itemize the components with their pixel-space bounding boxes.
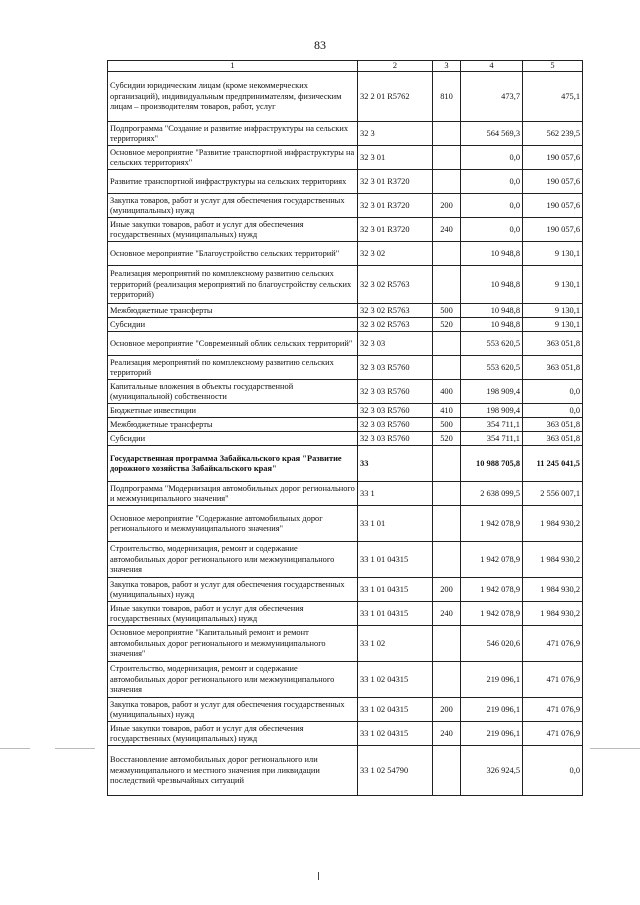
row-amount-1-cell: 219 096,1 [461, 698, 523, 722]
row-amount-1-cell: 354 711,1 [461, 418, 523, 432]
table-row [108, 72, 583, 122]
row-name-cell: Развитие транспортной инфраструктуры на сельских территориях [108, 170, 358, 194]
row-name-cell: Субсидии [108, 318, 358, 332]
table-row [108, 578, 583, 602]
row-amount-1-cell: 0,0 [461, 146, 523, 170]
row-name-cell: Подпрограмма "Модернизация автомобильных дорог регионального и межмуниципального значения" [108, 482, 358, 506]
table-row [108, 380, 583, 404]
table-row [108, 404, 583, 418]
row-amount-1-cell: 10 948,8 [461, 242, 523, 266]
row-name-cell: Капитальные вложения в объекты государственной (муниципальной) собственности [108, 380, 358, 404]
row-name-cell: Межбюджетные трансферты [108, 418, 358, 432]
row-amount-2-cell: 2 556 007,1 [523, 482, 583, 506]
row-name-cell: Основное мероприятие "Благоустройство сельских территорий" [108, 242, 358, 266]
row-vr-cell: 400 [433, 380, 461, 404]
row-amount-2-cell: 0,0 [523, 746, 583, 796]
row-amount-1-cell: 2 638 099,5 [461, 482, 523, 506]
page-number: 83 [314, 38, 326, 52]
table-row [108, 482, 583, 506]
row-vr-cell: 200 [433, 194, 461, 218]
row-amount-2-cell: 0,0 [523, 404, 583, 418]
row-vr-cell: 810 [433, 72, 461, 122]
table-row [108, 418, 583, 432]
table-row [108, 304, 583, 318]
row-vr-cell: 520 [433, 318, 461, 332]
row-vr-cell: 240 [433, 722, 461, 746]
row-code-cell: 32 3 03 R5760 [358, 356, 433, 380]
row-vr-cell: 240 [433, 602, 461, 626]
row-amount-1-cell: 10 948,8 [461, 318, 523, 332]
row-amount-2-cell: 190 057,6 [523, 146, 583, 170]
row-amount-2-cell: 471 076,9 [523, 626, 583, 662]
row-amount-1-cell: 198 909,4 [461, 380, 523, 404]
row-amount-2-cell: 363 051,8 [523, 432, 583, 446]
header-col-2: 2 [358, 61, 433, 72]
row-amount-1-cell: 1 942 078,9 [461, 506, 523, 542]
row-amount-2-cell: 190 057,6 [523, 170, 583, 194]
row-amount-2-cell: 363 051,8 [523, 332, 583, 356]
row-amount-1-cell: 0,0 [461, 218, 523, 242]
table-row [108, 542, 583, 578]
scan-mark-right [590, 748, 640, 749]
table-row [108, 122, 583, 146]
table-row [108, 218, 583, 242]
row-amount-1-cell: 553 620,5 [461, 332, 523, 356]
scan-mark-left-2 [55, 748, 95, 749]
row-vr-cell [433, 446, 461, 482]
row-amount-2-cell: 1 984 930,2 [523, 578, 583, 602]
table-row [108, 432, 583, 446]
row-name-cell: Реализация мероприятий по комплексному развитию сельских территорий [108, 356, 358, 380]
table-body [108, 72, 583, 796]
row-vr-cell [433, 122, 461, 146]
table-row [108, 602, 583, 626]
row-code-cell: 33 1 01 [358, 506, 433, 542]
row-name-cell: Субсидии [108, 432, 358, 446]
table-row [108, 332, 583, 356]
row-name-cell: Реализация мероприятий по комплексному развитию сельских территорий (реализация мероприятий по благоустройству сельских территорий) [108, 266, 358, 304]
header-col-3: 3 [433, 61, 461, 72]
row-amount-1-cell: 219 096,1 [461, 722, 523, 746]
row-code-cell: 32 3 02 R5763 [358, 304, 433, 318]
header-col-1: 1 [108, 61, 358, 72]
row-name-cell: Субсидии юридическим лицам (кроме некоммерческих организаций), индивидуальным предпринимателям, физическим лицам – производителям товаров, работ, услуг [108, 72, 358, 122]
row-vr-cell: 410 [433, 404, 461, 418]
row-code-cell: 33 1 01 04315 [358, 578, 433, 602]
row-amount-2-cell: 363 051,8 [523, 418, 583, 432]
row-amount-1-cell: 354 711,1 [461, 432, 523, 446]
row-code-cell: 33 1 02 [358, 626, 433, 662]
row-name-cell: Восстановление автомобильных дорог регионального или межмуниципального и местного значения при ликвидации последствий чрезвычайных ситуаций [108, 746, 358, 796]
row-code-cell: 32 3 03 R5760 [358, 404, 433, 418]
row-amount-2-cell: 363 051,8 [523, 356, 583, 380]
row-name-cell: Иные закупки товаров, работ и услуг для обеспечения государственных (муниципальных) нужд [108, 218, 358, 242]
row-name-cell: Государственная программа Забайкальского края "Развитие дорожного хозяйства Забайкальского края" [108, 446, 358, 482]
row-code-cell: 33 1 02 04315 [358, 722, 433, 746]
table-row [108, 242, 583, 266]
row-name-cell: Межбюджетные трансферты [108, 304, 358, 318]
row-amount-1-cell: 546 020,6 [461, 626, 523, 662]
row-vr-cell [433, 626, 461, 662]
row-amount-2-cell: 475,1 [523, 72, 583, 122]
row-code-cell: 33 1 02 54790 [358, 746, 433, 796]
row-code-cell: 33 1 02 04315 [358, 698, 433, 722]
row-amount-1-cell: 10 988 705,8 [461, 446, 523, 482]
row-amount-2-cell: 1 984 930,2 [523, 602, 583, 626]
row-name-cell: Основное мероприятие "Современный облик сельских территорий" [108, 332, 358, 356]
row-amount-2-cell: 9 130,1 [523, 266, 583, 304]
row-vr-cell [433, 662, 461, 698]
row-vr-cell [433, 146, 461, 170]
row-vr-cell [433, 242, 461, 266]
row-amount-1-cell: 473,7 [461, 72, 523, 122]
row-amount-2-cell: 1 984 930,2 [523, 506, 583, 542]
row-code-cell: 32 3 03 R5760 [358, 432, 433, 446]
row-amount-1-cell: 219 096,1 [461, 662, 523, 698]
row-code-cell: 32 3 02 R5763 [358, 266, 433, 304]
row-vr-cell: 200 [433, 578, 461, 602]
row-amount-2-cell: 9 130,1 [523, 304, 583, 318]
row-name-cell: Основное мероприятие "Капитальный ремонт и ремонт автомобильных дорог регионального и межмуниципального значения" [108, 626, 358, 662]
row-vr-cell: 200 [433, 698, 461, 722]
header-col-4: 4 [461, 61, 523, 72]
row-amount-1-cell: 1 942 078,9 [461, 542, 523, 578]
row-name-cell: Подпрограмма "Создание и развитие инфраструктуры на сельских территориях" [108, 122, 358, 146]
row-code-cell: 32 3 02 R5763 [358, 318, 433, 332]
row-amount-2-cell: 9 130,1 [523, 318, 583, 332]
row-vr-cell [433, 266, 461, 304]
table-row [108, 722, 583, 746]
row-vr-cell: 520 [433, 432, 461, 446]
row-name-cell: Закупка товаров, работ и услуг для обеспечения государственных (муниципальных) нужд [108, 194, 358, 218]
table-row [108, 446, 583, 482]
table-row [108, 746, 583, 796]
row-amount-2-cell: 1 984 930,2 [523, 542, 583, 578]
row-name-cell: Бюджетные инвестиции [108, 404, 358, 418]
row-code-cell: 33 1 02 04315 [358, 662, 433, 698]
row-code-cell: 32 3 [358, 122, 433, 146]
table-row [108, 626, 583, 662]
row-code-cell: 33 1 01 04315 [358, 542, 433, 578]
row-code-cell: 32 3 01 R3720 [358, 218, 433, 242]
row-amount-2-cell: 562 239,5 [523, 122, 583, 146]
table-row [108, 194, 583, 218]
row-name-cell: Закупка товаров, работ и услуг для обеспечения государственных (муниципальных) нужд [108, 698, 358, 722]
row-code-cell: 33 [358, 446, 433, 482]
header-col-5: 5 [523, 61, 583, 72]
table-row [108, 318, 583, 332]
row-amount-2-cell: 0,0 [523, 380, 583, 404]
row-amount-1-cell: 10 948,8 [461, 304, 523, 318]
row-vr-cell [433, 356, 461, 380]
row-vr-cell: 500 [433, 418, 461, 432]
table-row [108, 146, 583, 170]
row-code-cell: 33 1 01 04315 [358, 602, 433, 626]
table-row [108, 266, 583, 304]
row-amount-1-cell: 564 569,3 [461, 122, 523, 146]
row-amount-1-cell: 198 909,4 [461, 404, 523, 418]
row-amount-1-cell: 1 942 078,9 [461, 578, 523, 602]
row-vr-cell [433, 170, 461, 194]
row-name-cell: Иные закупки товаров, работ и услуг для обеспечения государственных (муниципальных) нужд [108, 602, 358, 626]
row-amount-1-cell: 0,0 [461, 170, 523, 194]
row-amount-1-cell: 1 942 078,9 [461, 602, 523, 626]
row-vr-cell: 500 [433, 304, 461, 318]
row-vr-cell [433, 332, 461, 356]
row-code-cell: 32 3 02 [358, 242, 433, 266]
row-code-cell: 32 3 01 [358, 146, 433, 170]
row-code-cell: 32 3 03 R5760 [358, 380, 433, 404]
row-code-cell: 32 3 03 [358, 332, 433, 356]
row-code-cell: 32 3 03 R5760 [358, 418, 433, 432]
table-row [108, 356, 583, 380]
row-amount-2-cell: 471 076,9 [523, 662, 583, 698]
row-vr-cell [433, 506, 461, 542]
row-name-cell: Закупка товаров, работ и услуг для обеспечения государственных (муниципальных) нужд [108, 578, 358, 602]
row-code-cell: 32 2 01 R5762 [358, 72, 433, 122]
row-name-cell: Основное мероприятие "Содержание автомобильных дорог регионального и межмуниципального значения" [108, 506, 358, 542]
row-code-cell: 32 3 01 R3720 [358, 194, 433, 218]
row-amount-2-cell: 471 076,9 [523, 698, 583, 722]
row-vr-cell [433, 746, 461, 796]
scan-mark-left [0, 748, 30, 749]
row-name-cell: Строительство, модернизация, ремонт и содержание автомобильных дорог регионального или межмуниципального значения [108, 662, 358, 698]
row-amount-2-cell: 11 245 041,5 [523, 446, 583, 482]
row-amount-1-cell: 0,0 [461, 194, 523, 218]
row-vr-cell [433, 482, 461, 506]
row-name-cell: Основное мероприятие "Развитие транспортной инфраструктуры на сельских территориях" [108, 146, 358, 170]
row-amount-2-cell: 190 057,6 [523, 218, 583, 242]
row-amount-2-cell: 471 076,9 [523, 722, 583, 746]
table-row [108, 698, 583, 722]
row-code-cell: 33 1 [358, 482, 433, 506]
budget-table [107, 60, 583, 796]
row-name-cell: Иные закупки товаров, работ и услуг для обеспечения государственных (муниципальных) нужд [108, 722, 358, 746]
row-vr-cell: 240 [433, 218, 461, 242]
row-amount-2-cell: 190 057,6 [523, 194, 583, 218]
scan-mark-bottom [318, 872, 319, 880]
row-code-cell: 32 3 01 R3720 [358, 170, 433, 194]
table-row [108, 170, 583, 194]
table-header-row [108, 61, 583, 72]
table-row [108, 506, 583, 542]
table-row [108, 662, 583, 698]
row-amount-1-cell: 10 948,8 [461, 266, 523, 304]
row-amount-2-cell: 9 130,1 [523, 242, 583, 266]
row-name-cell: Строительство, модернизация, ремонт и содержание автомобильных дорог регионального или межмуниципального значения [108, 542, 358, 578]
row-amount-1-cell: 326 924,5 [461, 746, 523, 796]
row-amount-1-cell: 553 620,5 [461, 356, 523, 380]
row-vr-cell [433, 542, 461, 578]
